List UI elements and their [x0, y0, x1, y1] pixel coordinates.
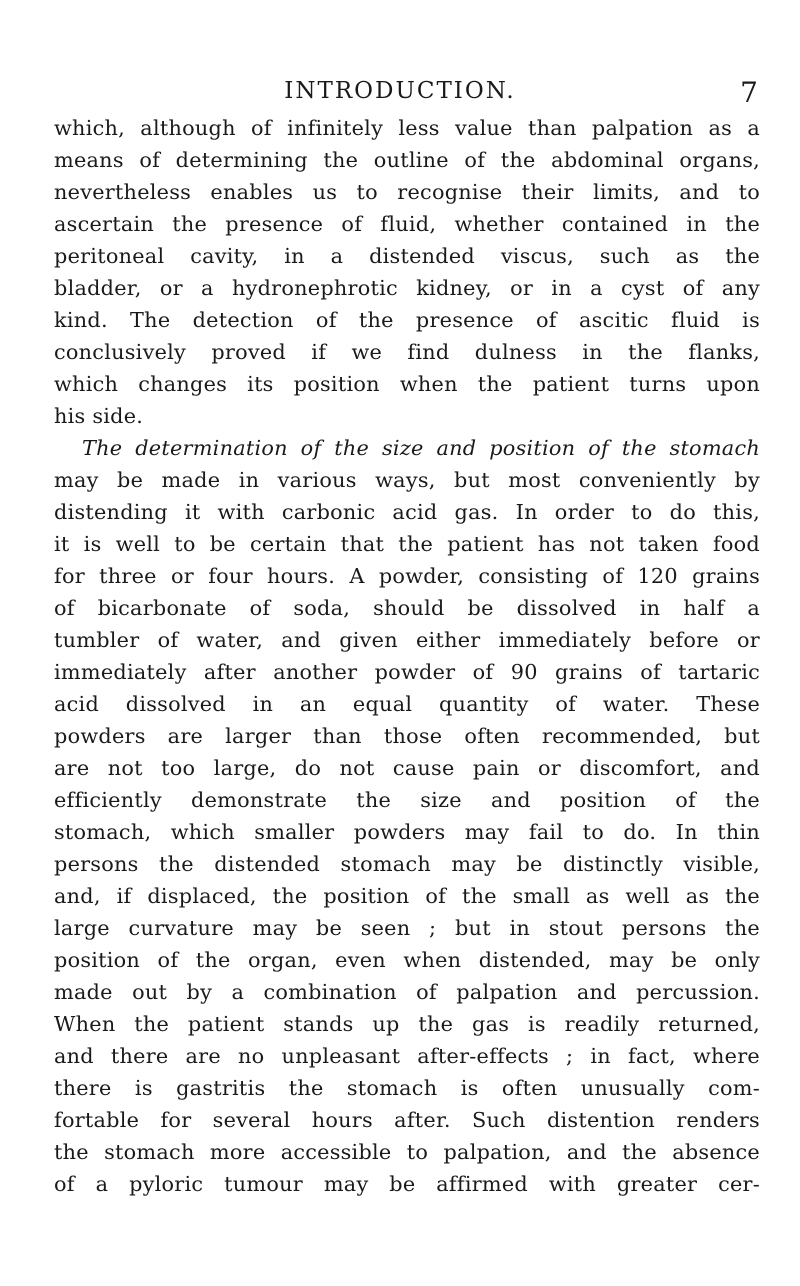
text-line: the stomach more accessible to palpation, and the absence: [54, 1140, 760, 1164]
text-line: made out by a combination of palpation and percussion.: [54, 980, 760, 1004]
text-line: immediately after another powder of 90 grains of tartaric: [54, 660, 760, 684]
text-line: of bicarbonate of soda, should be dissolved in half a: [54, 596, 760, 620]
text-line: nevertheless enables us to recognise their limits, and to: [54, 180, 760, 204]
running-title: INTRODUCTION.: [284, 78, 516, 104]
text-line: there is gastritis the stomach is often unusually com-: [54, 1076, 760, 1100]
section-heading-line: [54, 432, 760, 464]
italic-heading: The determination of the size and position of the stomach: [82, 436, 760, 460]
text-line: which changes its position when the patient turns upon: [54, 372, 760, 396]
text-line: peritoneal cavity, in a distended viscus, such as the: [54, 244, 760, 268]
text-line: are not too large, do not cause pain or discomfort, and: [54, 756, 760, 780]
text-line: conclusively proved if we find dulness in the flanks,: [54, 340, 760, 364]
text-line: means of determining the outline of the abdominal organs,: [54, 148, 760, 172]
running-head: [0, 74, 800, 114]
text-line: When the patient stands up the gas is readily returned,: [54, 1012, 760, 1036]
text-line: may be made in various ways, but most conveniently by: [54, 468, 760, 492]
text-line: for three or four hours. A powder, consisting of 120 grains: [54, 564, 760, 588]
text-line: tumbler of water, and given either immediately before or: [54, 628, 760, 652]
text-line: kind. The detection of the presence of ascitic fluid is: [54, 308, 760, 332]
text-line: which, although of infinitely less value than palpation as a: [54, 116, 760, 140]
text-line: distending it with carbonic acid gas. In order to do this,: [54, 500, 760, 524]
text-line: and there are no unpleasant after-effects ; in fact, where: [54, 1044, 760, 1068]
text-line: fortable for several hours after. Such distention renders: [54, 1108, 760, 1132]
text-line: his side.: [54, 404, 144, 428]
page-number: 7: [740, 76, 758, 109]
text-line: efficiently demonstrate the size and position of the: [54, 788, 760, 812]
text-line: acid dissolved in an equal quantity of water. These: [54, 692, 760, 716]
text-line: of a pyloric tumour may be affirmed with greater cer-: [54, 1172, 760, 1196]
text-line: stomach, which smaller powders may fail to do. In thin: [54, 820, 760, 844]
text-line: and, if displaced, the position of the small as well as the: [54, 884, 760, 908]
text-line: it is well to be certain that the patient has not taken food: [54, 532, 760, 556]
text-line: persons the distended stomach may be distinctly visible,: [54, 852, 760, 876]
text-line: position of the organ, even when distended, may be only: [54, 948, 760, 972]
text-line: bladder, or a hydronephrotic kidney, or in a cyst of any: [54, 276, 760, 300]
text-line: ascertain the presence of fluid, whether contained in the: [54, 212, 760, 236]
text-line: powders are larger than those often recommended, but: [54, 724, 760, 748]
body-text: [54, 112, 760, 1200]
text-line: large curvature may be seen ; but in stout persons the: [54, 916, 760, 940]
